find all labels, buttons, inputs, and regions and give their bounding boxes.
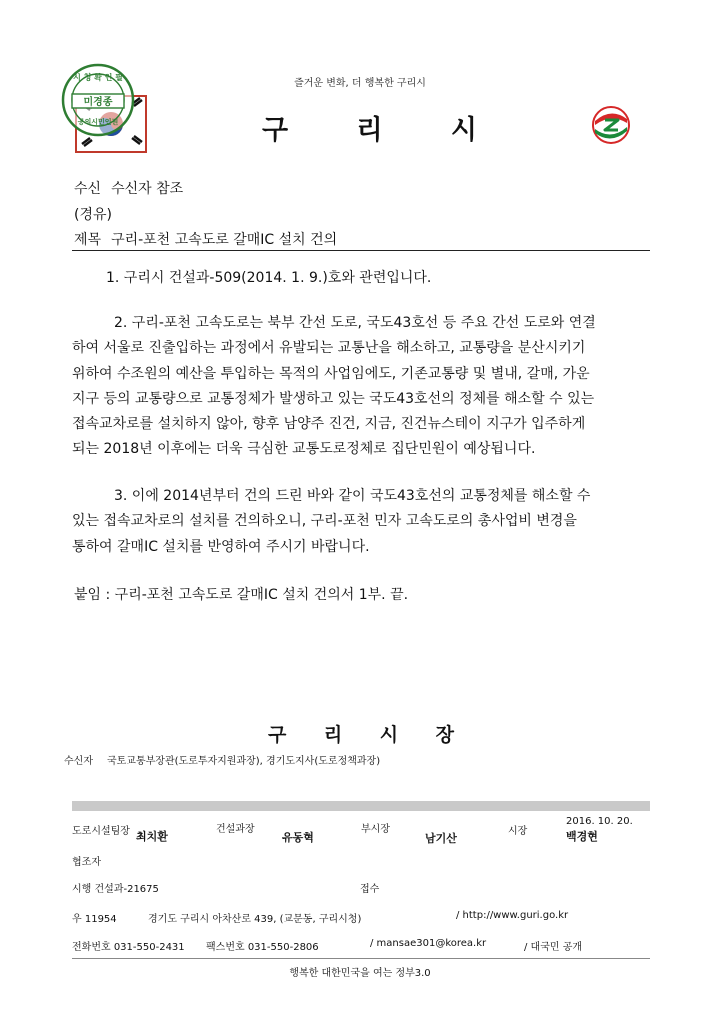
org-title-char: 구	[262, 115, 289, 146]
website-url: / http://www.guri.go.kr	[456, 910, 569, 921]
org-title-char: 시	[450, 115, 477, 146]
subject-label: 제목	[74, 232, 102, 248]
approval-divider-bar	[72, 801, 650, 811]
paragraph-2-line: 접속교차로를 설치하지 않아, 향후 남양주 진건, 지금, 진건뉴스테이 지구가 입주하게	[72, 416, 586, 433]
header-slogan: 즐거운 변화, 더 행복한 구리시	[294, 78, 426, 89]
approval-role-name: 유동혁	[282, 831, 314, 844]
recipients-label: 수신자	[64, 756, 93, 767]
recipient-line	[74, 178, 183, 198]
paragraph-2-line: 되는 2018년 이후에는 더욱 극심한 교통도로정체로 집단민원이 예상됩니다.	[72, 441, 536, 458]
approval-role-title: 부시장	[361, 824, 390, 835]
approval-role-name: 백경현	[566, 830, 598, 843]
paragraph-2	[72, 311, 650, 463]
sender-mayor-title	[268, 720, 454, 747]
approval-role-name: 남기산	[425, 832, 457, 845]
paragraph-1: 1. 구리시 건설과-509(2014. 1. 9.)호와 관련입니다.	[106, 270, 432, 286]
paragraph-2-line: 지구 등의 교통량으로 교통정체가 발생하고 있는 국도43호선의 정체를 해소할 수 있는	[72, 390, 595, 407]
address: 경기도 구리시 아차산로 439, (교문동, 구리시청)	[148, 914, 362, 925]
subject-divider	[72, 250, 650, 251]
approval-role-title: 건설과장	[216, 824, 255, 835]
approval-role-title: 도로시설팀장	[72, 826, 130, 837]
footer-divider	[72, 958, 650, 959]
mayor-char: 구	[268, 724, 287, 746]
email-address: / mansae301@korea.kr	[370, 938, 487, 949]
paragraph-3	[72, 484, 650, 560]
seal-top-text: 시 청 확 인 필	[73, 73, 123, 82]
paragraph-3-line: 3. 이에 2014년부터 건의 드린 바와 같이 국도43호선의 교통정체를 해소할 수	[114, 488, 591, 504]
approval-role-title: 시장	[508, 826, 528, 837]
approval-date: 2016. 10. 20.	[566, 816, 633, 827]
subject-line	[74, 229, 337, 249]
recipient-label: 수신	[74, 181, 102, 197]
postal-code: 우 11954	[72, 914, 117, 925]
seal-bottom-text: 공의시민인권	[77, 118, 119, 126]
cooperator-label: 협조자	[72, 857, 101, 868]
disclosure-status: / 대국민 공개	[524, 942, 583, 953]
recipient-value: 수신자 참조	[111, 181, 184, 197]
via-line: (경유)	[74, 207, 112, 223]
mayor-char: 장	[435, 724, 454, 746]
receipt-label: 접수	[360, 884, 380, 895]
mayor-char: 리	[323, 724, 343, 746]
paragraph-2-line: 하여 서울로 진출입하는 과정에서 유발되는 교통난을 해소하고, 교통량을 분산시키기	[72, 340, 586, 357]
subject-value: 구리-포천 고속도로 갈매IC 설치 건의	[111, 232, 338, 248]
approval-role-name: 최치환	[136, 830, 168, 843]
org-title-char: 리	[356, 115, 383, 146]
guri-city-logo-icon	[591, 105, 631, 145]
paragraph-2-line: 위하여 수조원의 예산을 투입하는 목적의 사업임에도, 기존교통량 및 별내, 갈매, 가운	[72, 365, 590, 382]
recipients-value: 국토교통부장관(도로투자지원과장), 경기도지사(도로정책과장)	[106, 756, 381, 767]
organization-title	[262, 108, 477, 147]
attachment-line: 붙임 : 구리-포천 고속도로 갈매IC 설치 건의서 1부. 끝.	[74, 587, 409, 603]
official-seal-stamp	[58, 58, 150, 154]
recipients-line	[64, 752, 380, 767]
paragraph-3-line: 통하여 갈매IC 설치를 반영하여 주시기 바랍니다.	[72, 538, 370, 555]
mayor-char: 시	[379, 724, 399, 746]
paragraph-2-line: 2. 구리-포천 고속도로는 북부 간선 도로, 국도43호선 등 주요 간선 도로와 연결	[114, 315, 596, 331]
government-slogan: 행복한 대한민국을 여는 정부3.0	[289, 968, 431, 979]
fax-number: 팩스번호 031-550-2806	[206, 942, 319, 953]
paragraph-3-line: 있는 접속교차로의 설치를 건의하오니, 구리-포천 민자 고속도로의 총사업비 변경을	[72, 513, 577, 530]
phone-number: 전화번호 031-550-2431	[72, 942, 185, 953]
seal-name: 미경종	[83, 97, 113, 108]
enforcement-number: 시행 건설과-21675	[72, 884, 159, 895]
